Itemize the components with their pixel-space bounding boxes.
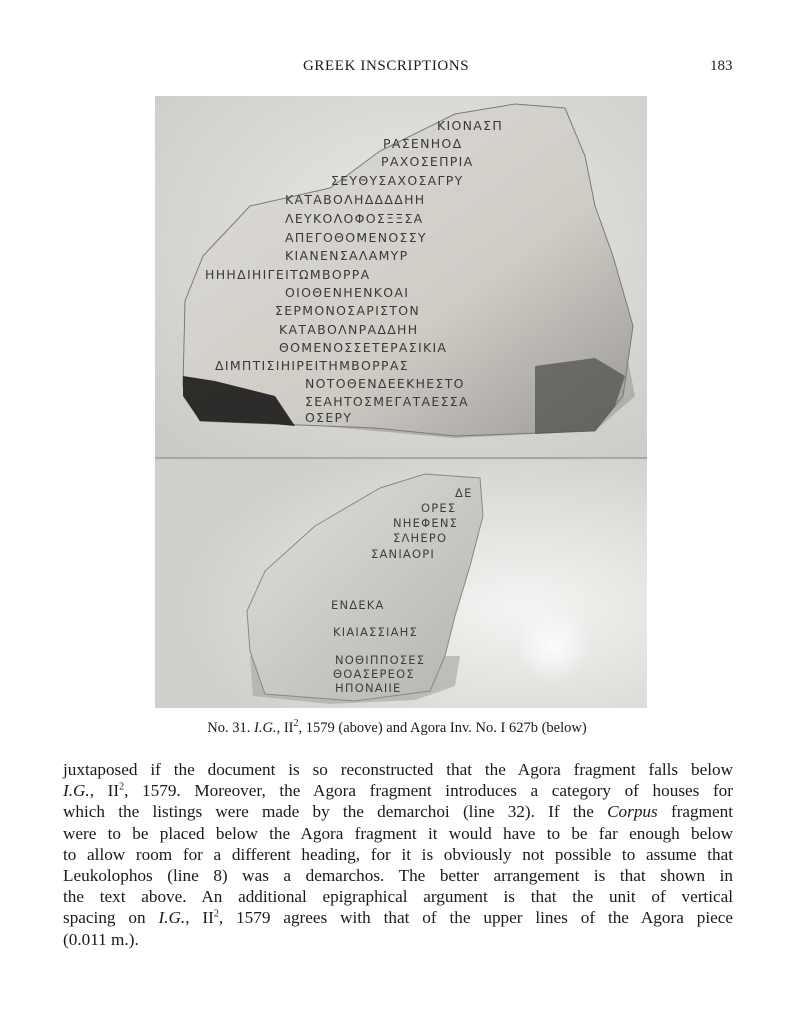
upper-inscription-line: ΣΕΡΜΟΝΟΣΑΡΙΣΤΟΝ bbox=[275, 303, 421, 318]
body-line: were to be placed below the Agora fragment it would have to be far enough below bbox=[63, 823, 733, 843]
body-text-span: which the listings were made by the demarchoi (line 32). If the bbox=[63, 802, 594, 822]
lower-inscription-line: ΟΡΕΣ bbox=[421, 501, 457, 515]
caption-volume-superscript: 2 bbox=[293, 718, 299, 730]
body-text-span: fragment bbox=[670, 802, 734, 822]
body-paragraph bbox=[63, 759, 733, 950]
body-line: (0.011 m.). bbox=[63, 929, 139, 949]
lower-inscription-line: ΔΕ bbox=[455, 486, 473, 500]
upper-inscription-line: ΗΗΗΔΙΗΙΓΕΙΤΩΜΒΟΡΡΑ bbox=[205, 267, 371, 282]
running-title: GREEK INSCRIPTIONS bbox=[303, 58, 470, 74]
upper-inscription-line: ΛΕΥΚΟΛΟΦΟΣΞΞΣΑ bbox=[285, 211, 424, 226]
volume-superscript: 2 bbox=[213, 908, 219, 920]
upper-inscription-line: ΟΙΟΘΕΝΗΕΝΚΟΑΙ bbox=[285, 285, 410, 300]
caption-volume: , II bbox=[276, 720, 294, 736]
upper-inscription-line: ΔΙΜΠΤΙΣΙΗΙΡΕΙΤΗΜΒΟΡΡΑΣ bbox=[215, 358, 409, 373]
body-line: juxtaposed if the document is so reconstructed that the Agora fragment falls below bbox=[63, 760, 733, 779]
page-number: 183 bbox=[710, 58, 733, 74]
lower-inscription-line: ΚΙΑΙΑΣΣΙΑΗΣ bbox=[333, 625, 418, 639]
corpus-term: Corpus bbox=[607, 802, 658, 822]
body-line bbox=[63, 907, 733, 928]
caption-prefix: No. 31. bbox=[207, 720, 255, 736]
lower-inscription-line: ΣΑΝΙΑΟΡΙ bbox=[371, 547, 435, 561]
inscription-photograph bbox=[155, 96, 647, 708]
lower-inscription-line: ΝΟΘΙΠΠΟΣΕΣ bbox=[335, 653, 426, 667]
upper-inscription-line: ΘΟΜΕΝΟΣΣΕΤΕΡΑΣΙΚΙΑ bbox=[279, 340, 448, 355]
upper-inscription-line: ΝΟΤΟΘΕΝΔΕΕΚΗΕΣΤΟ bbox=[305, 376, 465, 391]
upper-inscription-line: ΚΑΤΑΒΟΛΗΔΔΔΔΗΗ bbox=[285, 192, 426, 207]
upper-inscription-line: ΡΑΧΟΣΕΠΡΙΑ bbox=[381, 154, 474, 169]
volume-superscript: 2 bbox=[119, 781, 125, 793]
volume-text: , II bbox=[89, 781, 120, 801]
figure-caption bbox=[0, 720, 794, 737]
upper-inscription-line: ΟΣΕΡΥ bbox=[305, 410, 353, 425]
caption-ig-reference: I.G. bbox=[254, 720, 277, 736]
ig-reference: I.G. bbox=[158, 908, 186, 928]
body-line: the text above. An additional epigraphical argument is that the unit of vertical bbox=[63, 887, 733, 907]
upper-inscription-line: ΣΕΑΗΤΟΣΜΕΓΑΤΑΕΣΣΑ bbox=[305, 394, 469, 409]
body-text-span: , 1579. Moreover, the Agora fragment introduces a category of houses for bbox=[124, 781, 734, 801]
lower-inscription-line: ΝΗΕΦΕΝΣ bbox=[393, 516, 459, 530]
lower-inscription-line: ΣΛΗΕΡΟ bbox=[393, 531, 448, 545]
upper-inscription-line: ΚΑΤΑΒΟΛΝΡΑΔΔΗΗ bbox=[279, 322, 419, 337]
caption-suffix: , 1579 (above) and Agora Inv. No. I 627b (below) bbox=[298, 720, 587, 736]
upper-inscription-line: ΡΑΣΕΝΗΟΔ bbox=[383, 136, 463, 151]
lower-inscription-line: ΘΟΑΣΕΡΕΟΣ bbox=[333, 667, 415, 681]
volume-text: , II bbox=[185, 908, 214, 928]
inscription-photograph-plate bbox=[155, 96, 647, 708]
upper-inscription-line: ΚΙΟΝΑΣΠ bbox=[437, 118, 504, 133]
lower-inscription-line: ΗΠΟΝΑΙΙΕ bbox=[335, 681, 402, 695]
body-line bbox=[63, 780, 733, 801]
ig-reference: I.G. bbox=[63, 781, 90, 801]
lower-inscription-line: ΕΝΔΕΚΑ bbox=[331, 598, 385, 612]
body-text-span: spacing on bbox=[63, 908, 146, 928]
body-line: to allow room for a different heading, for it is obviously not possible to assume that bbox=[63, 844, 733, 864]
upper-inscription-line: ΑΠΕΓΟΘΟΜΕΝΟΣΣΥ bbox=[285, 230, 427, 245]
upper-inscription-line: ΚΙΑΝΕΝΣΑΛΑΜΥΡ bbox=[285, 248, 409, 263]
body-line: Leukolophos (line 8) was a demarchos. The better arrangement is that shown in bbox=[63, 866, 733, 886]
upper-inscription-line: ΣΕΥΘΥΣΑΧΟΣΑΓΡΥ bbox=[331, 173, 464, 188]
body-text-span: , 1579 agrees with that of the upper lines of the Agora piece bbox=[218, 908, 733, 928]
body-line bbox=[63, 801, 733, 822]
running-head bbox=[0, 58, 794, 78]
